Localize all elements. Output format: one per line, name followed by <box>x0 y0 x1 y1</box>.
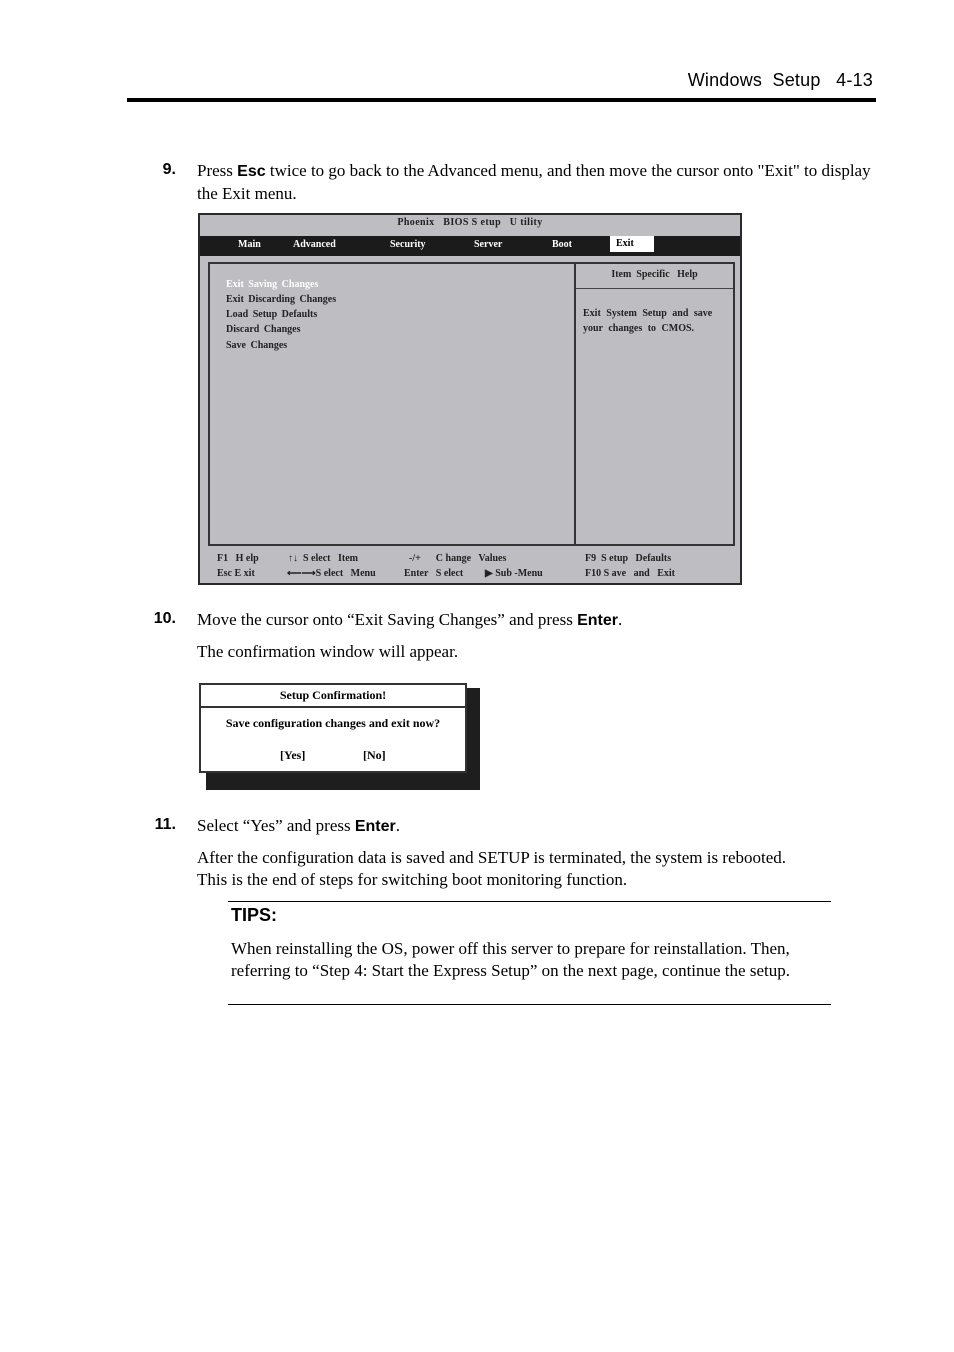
header-rule <box>127 98 876 102</box>
header-page-number: 4-13 <box>836 70 873 90</box>
bios-menu-security[interactable]: Security <box>390 239 426 250</box>
step-11-description <box>197 847 877 891</box>
bios-item-discard-changes[interactable]: Discard Changes <box>226 324 301 335</box>
bios-menu-advanced[interactable]: Advanced <box>293 239 336 250</box>
bios-panel-divider <box>574 264 576 544</box>
step-9-post: twice to go back to the Advanced menu, and then move the cursor onto "Exit" to display the Exit menu. <box>197 161 871 203</box>
step-9-text <box>197 160 877 205</box>
bios-item-exit-discarding-changes[interactable]: Exit Discarding Changes <box>226 294 337 305</box>
bios-menu-main[interactable]: Main <box>238 239 261 250</box>
step-9-key: Esc <box>237 163 266 180</box>
bios-key-esc-exit: Esc E xit <box>217 568 255 579</box>
step-11-line-2: This is the end of steps for switching boot monitoring function. <box>197 870 628 889</box>
bios-key-f10-save-exit: F10 S ave and Exit <box>585 568 676 579</box>
step-11-line-1: After the configuration data is saved and SETUP is terminated, the system is rebooted. <box>197 848 787 867</box>
bios-key-f1-help: F1 H elp <box>217 553 259 564</box>
confirm-yes-button[interactable]: [Yes] <box>280 748 306 762</box>
bios-key-change-values: -/+ C hange Values <box>409 553 507 564</box>
tips-bottom-rule <box>228 1004 831 1005</box>
step-11-number: 11. <box>154 816 176 833</box>
step-11-pre: Select “Yes” and press <box>197 816 355 835</box>
setup-confirmation-dialog <box>199 683 467 773</box>
step-11-text <box>197 815 877 838</box>
bios-menu-exit[interactable]: Exit <box>610 236 654 252</box>
step-10-post: . <box>617 610 623 629</box>
step-9-pre: Press <box>197 161 238 180</box>
bios-menu-server[interactable]: Server <box>474 239 503 250</box>
step-10-number: 10. <box>153 610 176 627</box>
bios-key-submenu: ▶ Sub -Menu <box>485 568 543 579</box>
bios-title: Phoenix BIOS S etup U tility <box>397 217 543 228</box>
bios-help-text: Exit System Setup and save your changes to CMOS. <box>583 308 713 334</box>
bios-key-select-item: ↑↓ S elect Item <box>288 553 358 564</box>
step-10-pre: Move the cursor onto “Exit Saving Changes” and press <box>197 610 578 629</box>
bios-menu-boot[interactable]: Boot <box>552 239 572 250</box>
bios-item-save-changes[interactable]: Save Changes <box>226 340 288 351</box>
step-10-key: Enter <box>577 612 618 629</box>
bios-key-enter-select: Enter S elect <box>404 568 464 579</box>
bios-key-f9-setup-defaults: F9 S etup Defaults <box>585 553 672 564</box>
step-11-post: . <box>395 816 401 835</box>
bios-help-rule <box>576 288 733 289</box>
bios-key-select-menu: ⟵⟶S elect Menu <box>287 568 376 579</box>
confirm-no-button[interactable]: [No] <box>363 748 386 762</box>
confirm-title-rule <box>201 706 465 708</box>
step-10-text <box>197 609 877 632</box>
bios-help-title: Item Specific Help <box>611 269 698 280</box>
confirm-message: Save configuration changes and exit now? <box>225 716 441 730</box>
bios-item-exit-saving-changes[interactable]: Exit Saving Changes <box>226 279 319 290</box>
header-section: Windows Setup <box>687 70 821 90</box>
step-10-note: The confirmation window will appear. <box>197 642 459 661</box>
step-9-number: 9. <box>162 161 176 178</box>
bios-menu-bar <box>200 236 740 256</box>
step-11-key: Enter <box>354 818 396 835</box>
tips-top-rule <box>228 901 831 902</box>
tips-body: When reinstalling the OS, power off this server to prepare for reinstallation. Then, referring to “Step 4: Start the Express Setup” on the next page, continue the setup. <box>231 939 790 980</box>
confirm-title: Setup Confirmation! <box>279 688 387 702</box>
tips-title: TIPS: <box>231 905 278 925</box>
bios-item-load-setup-defaults[interactable]: Load Setup Defaults <box>226 309 318 320</box>
bios-exit-menu-screenshot <box>198 213 742 585</box>
running-header <box>688 70 873 91</box>
bios-main-frame <box>208 262 735 546</box>
